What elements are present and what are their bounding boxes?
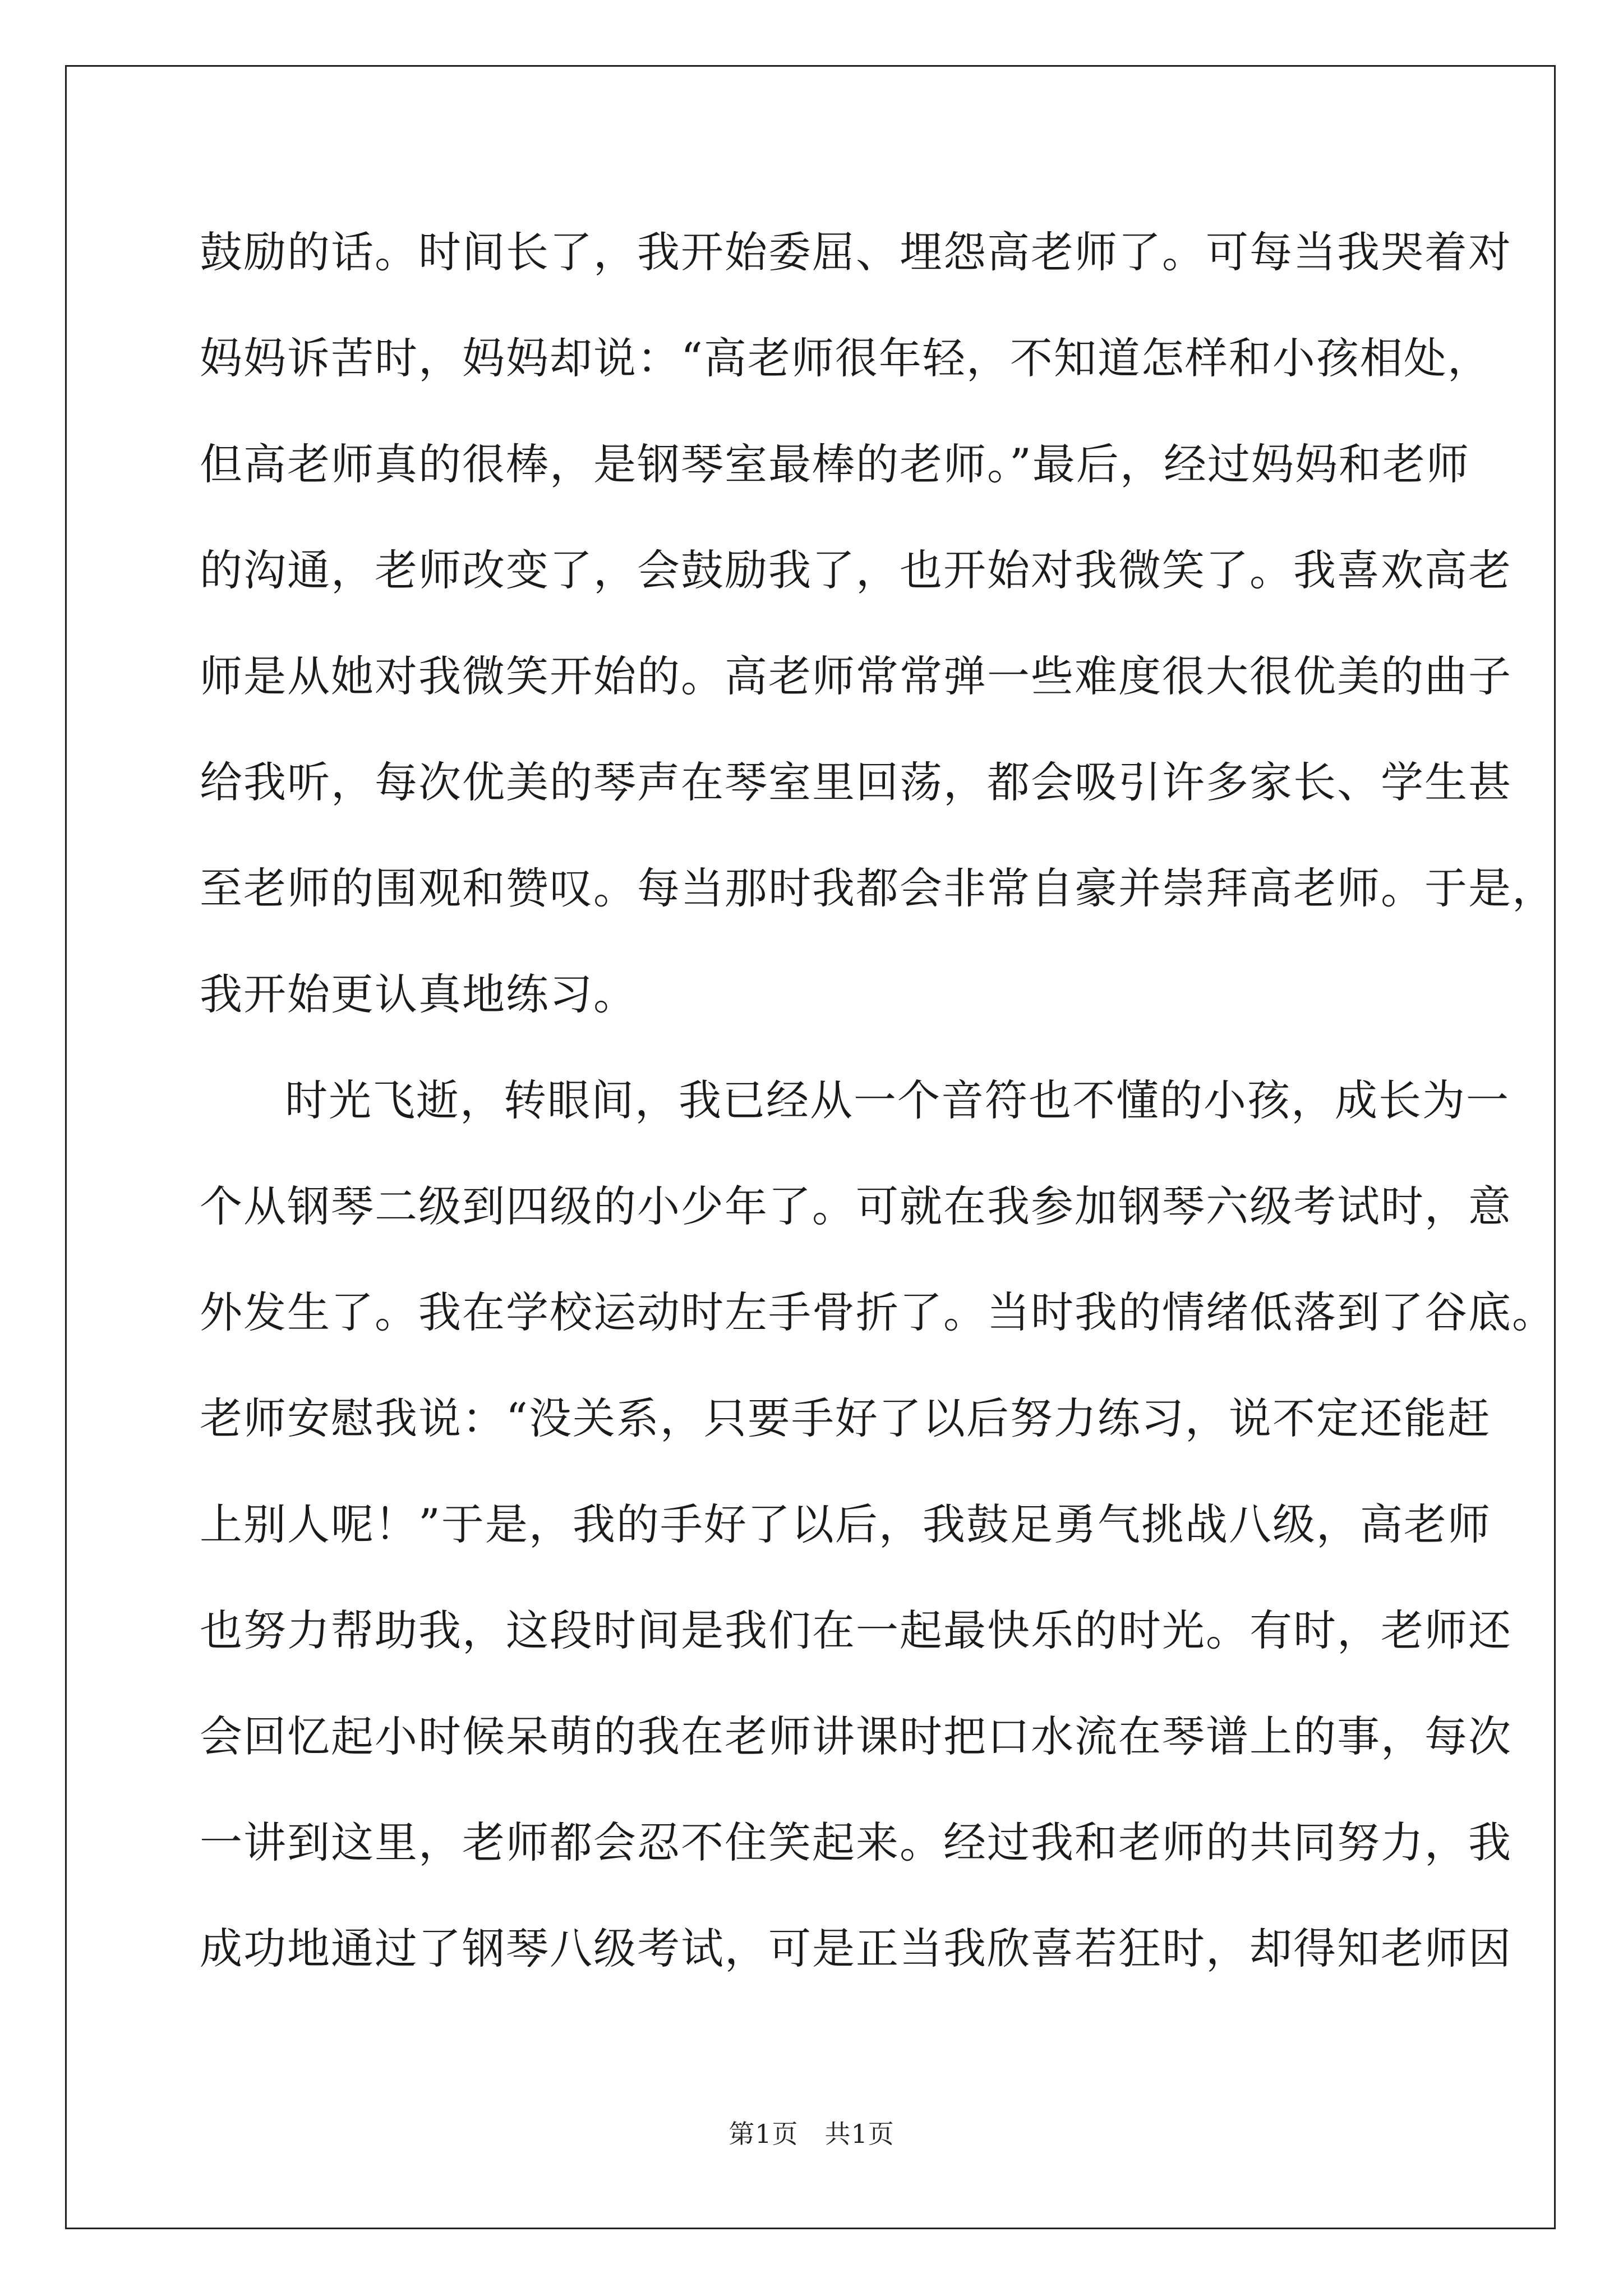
text-line: 也努力帮助我，这段时间是我们在一起最快乐的时光。有时，老师还	[200, 1605, 1512, 1655]
page-footer	[0, 2114, 1623, 2151]
text-line: 会回忆起小时候呆萌的我在老师讲课时把口水流在琴谱上的事，每次	[200, 1711, 1512, 1761]
text-line: 上别人呢！”于是，我的手好了以后，我鼓足勇气挑战八级，高老师	[200, 1499, 1491, 1549]
text-line: 妈妈诉苦时，妈妈却说：“高老师很年轻，不知道怎样和小孩相处，	[200, 333, 1491, 383]
text-line: 一讲到这里，老师都会忍不住笑起来。经过我和老师的共同努力，我	[200, 1818, 1512, 1867]
text-line: 外发生了。我在学校运动时左手骨折了。当时我的情绪低落到了谷底。	[200, 1287, 1556, 1337]
document-body	[200, 213, 1556, 2016]
text-line: 师是从她对我微笑开始的。高老师常常弹一些难度很大很优美的曲子	[200, 651, 1512, 701]
text-line: 的沟通，老师改变了，会鼓励我了，也开始对我微笑了。我喜欢高老	[200, 545, 1512, 595]
text-line: 鼓励的话。时间长了，我开始委屈、埋怨高老师了。可每当我哭着对	[200, 227, 1512, 277]
text-line: 成功地通过了钢琴八级考试，可是正当我欣喜若狂时，却得知老师因	[200, 1924, 1512, 1973]
text-line-paragraph-start: 时光飞逝，转眼间，我已经从一个音符也不懂的小孩，成长为一	[285, 1075, 1510, 1125]
text-line: 至老师的围观和赞叹。每当那时我都会非常自豪并崇拜高老师。于是，	[200, 863, 1556, 913]
page-total: 共1页	[824, 2119, 895, 2149]
page-number: 第1页	[728, 2119, 799, 2149]
text-line: 我开始更认真地练习。	[200, 969, 637, 1019]
text-line: 个从钢琴二级到四级的小少年了。可就在我参加钢琴六级考试时，意	[200, 1181, 1512, 1231]
text-line: 老师安慰我说：“没关系，只要手好了以后努力练习，说不定还能赶	[200, 1393, 1491, 1443]
text-line: 给我听，每次优美的琴声在琴室里回荡，都会吸引许多家长、学生甚	[200, 757, 1512, 807]
text-line: 但高老师真的很棒，是钢琴室最棒的老师。”最后，经过妈妈和老师	[200, 439, 1470, 489]
